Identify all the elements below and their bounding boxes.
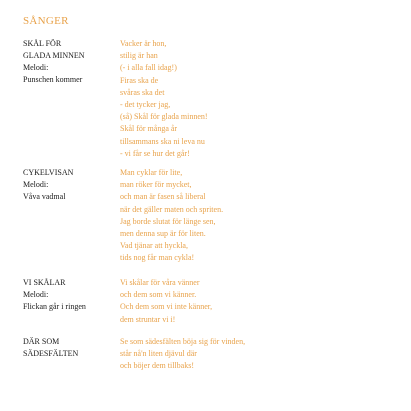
song-title-line: VI SKÅLAR <box>23 278 66 287</box>
lyric-line: (- i alla fall idag!) <box>120 63 177 73</box>
song-title-line: CYKELVISAN <box>23 168 74 177</box>
melody-label: Melodi: <box>23 63 49 72</box>
lyric-line: tids nog får man cykla! <box>120 253 195 263</box>
lyric-line: Vacker är hon, <box>120 39 167 48</box>
song-title-line: DÄR SOM <box>23 337 60 346</box>
lyric-line: - vi får se hur det går! <box>120 148 190 158</box>
song-lyrics <box>120 167 400 265</box>
lyric-line: står nå'n liten djävul där <box>120 349 197 359</box>
song-title-line: SÄDESFÄLTEN <box>23 349 79 358</box>
melody-label: Melodi: <box>23 180 49 189</box>
song-lyrics <box>120 277 400 326</box>
lyric-line: - det tycker jag, <box>120 100 171 110</box>
melody-name: Flickan går i ringen <box>23 302 86 311</box>
song-lyrics <box>120 38 400 160</box>
lyric-line: Jag borde slutat för länge sen, <box>120 216 216 226</box>
lyric-line: och man är fasen så liberal <box>120 192 206 202</box>
song-lyrics <box>120 336 400 373</box>
lyric-line: tillsammans ska ni leva nu <box>120 136 205 146</box>
lyric-line: och dem som vi känner. <box>120 290 197 300</box>
song-info <box>23 336 118 360</box>
lyric-line: och böjer dem tillbaks! <box>120 361 194 371</box>
lyric-line: stilig är han <box>120 51 158 61</box>
lyric-line: Se som sädesfälten böja sig för vinden, <box>120 337 246 346</box>
lyric-line: man röker för mycket, <box>120 180 192 190</box>
lyric-line: men denna sup är för liten. <box>120 229 206 239</box>
lyric-line: svåras ska det <box>120 87 165 97</box>
melody-label: Melodi: <box>23 290 49 299</box>
song-info <box>23 277 118 313</box>
melody-name: Punschen kommer <box>23 75 83 84</box>
song-title-line: SKÅL FÖR <box>23 39 62 48</box>
lyric-line: (så) Skål för glada minnen! <box>120 112 208 122</box>
song-info <box>23 167 118 203</box>
song-title-line: GLADA MINNEN <box>23 51 85 60</box>
song-info <box>23 38 118 86</box>
lyric-line: Och dem som vi inte känner, <box>120 302 213 312</box>
lyric-line: Skål för många år <box>120 124 178 134</box>
lyric-line: när det gäller maten och spriten. <box>120 204 224 214</box>
melody-name: Våva vadmal <box>23 192 66 201</box>
lyric-line: Vad tjänar att hyckla, <box>120 241 188 251</box>
lyric-line: dem struntar vi i! <box>120 314 176 324</box>
lyric-line: Vi skålar för våra vänner <box>120 278 200 287</box>
lyric-line: Firas ska de <box>120 75 159 85</box>
lyric-line: Man cyklar för lite, <box>120 168 183 177</box>
page-heading: SÅNGER <box>23 15 69 27</box>
